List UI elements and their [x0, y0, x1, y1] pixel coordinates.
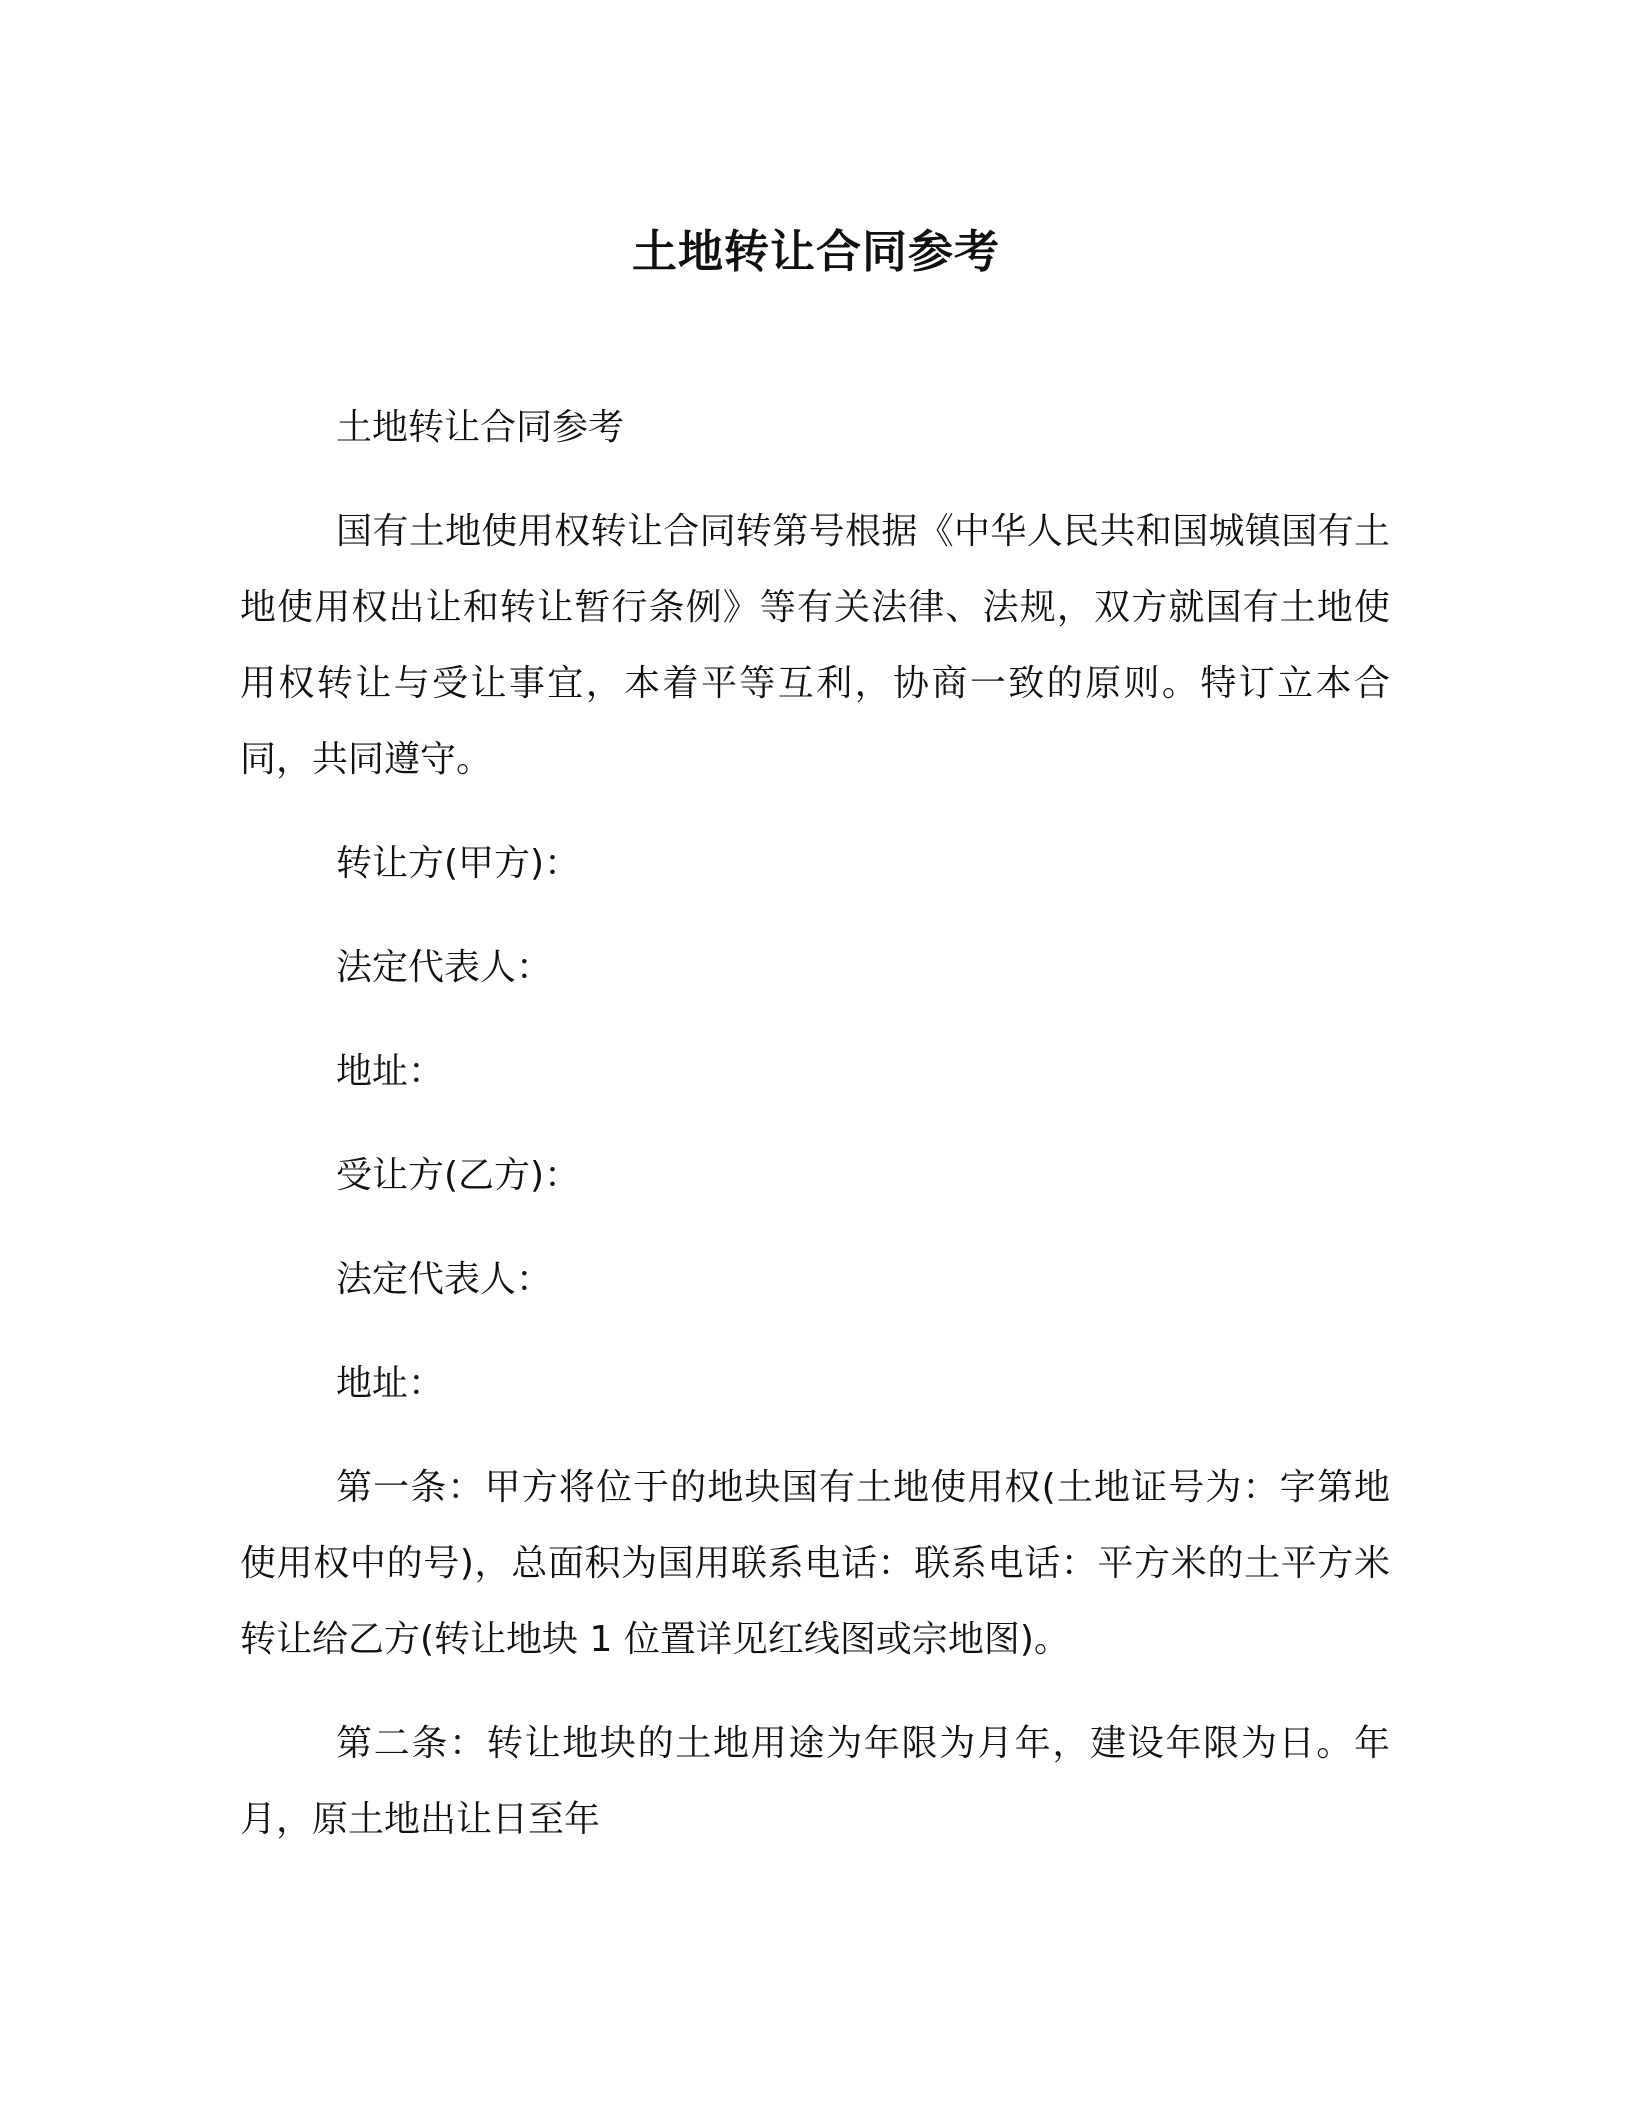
- paragraph-article-1: 第一条：甲方将位于的地块国有土地使用权(土地证号为：字第地使用权中的号)，总面积为国用联系电话：联系电话：平方米的土平方米转让给乙方(转让地块 1 位置详见红线图或宗地图)。: [240, 1467, 1390, 1660]
- paragraph-transferor-address: 地址：: [336, 1051, 445, 1092]
- paragraph-preamble: 国有土地使用权转让合同转第号根据《中华人民共和国城镇国有土地使用权出让和转让暂行条例》等有关法律、法规，双方就国有土地使用权转让与受让事宜，本着平等互利，协商一致的原则。特订立本合同，共同遵守。: [240, 511, 1390, 780]
- paragraph-transferee-address: 地址：: [336, 1363, 445, 1404]
- paragraph-transferee-representative: 法定代表人：: [336, 1259, 553, 1300]
- paragraph-article-2: 第二条：转让地块的土地用途为年限为月年，建设年限为日。年月，原土地出让日至年: [240, 1723, 1390, 1840]
- document-body: [240, 390, 1390, 1886]
- paragraph-transferee: 受让方(乙方)：: [336, 1155, 581, 1196]
- paragraph-transferor: 转让方(甲方)：: [336, 843, 581, 884]
- paragraph-transferor-representative: 法定代表人：: [336, 947, 553, 988]
- paragraph-subtitle: 土地转让合同参考: [336, 407, 625, 448]
- document-title: 土地转让合同参考: [631, 225, 1000, 278]
